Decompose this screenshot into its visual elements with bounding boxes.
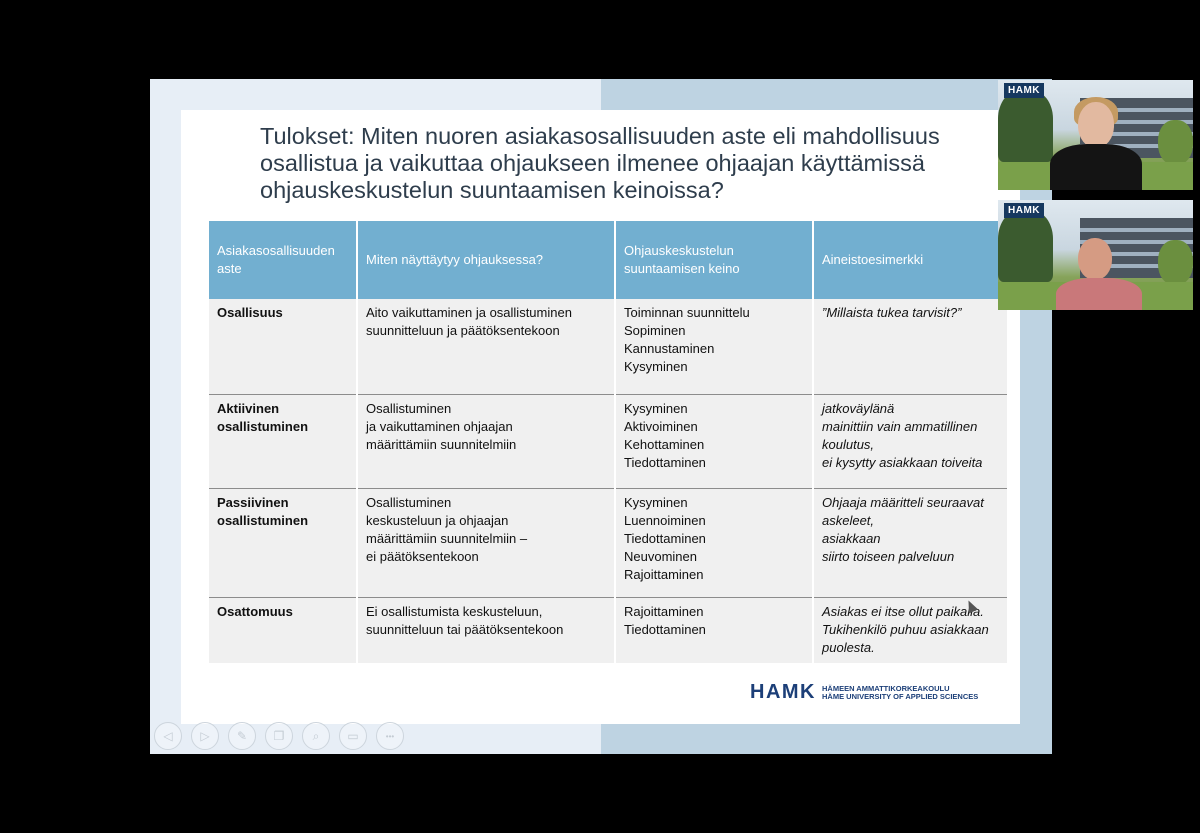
cell-example bbox=[813, 299, 1007, 394]
logo-subtitle bbox=[822, 685, 978, 701]
cell-methods bbox=[615, 394, 813, 488]
text-line: ei kysytty asiakkaan toiveita bbox=[822, 454, 983, 470]
text-line: ”Millaista tukea tarvisit?” bbox=[822, 305, 962, 320]
text-line: Rajoittaminen bbox=[624, 603, 704, 619]
cell-how bbox=[357, 394, 615, 488]
video-tile-presenter-1[interactable] bbox=[998, 80, 1193, 190]
text-line: suunnitteluun ja päätöksentekoon bbox=[366, 323, 560, 338]
text-line: puolesta. bbox=[822, 639, 875, 655]
video-tile-presenter-2[interactable] bbox=[998, 200, 1193, 310]
pen-icon: ✎ bbox=[236, 729, 248, 743]
subtitles-icon: ▭ bbox=[347, 729, 359, 743]
presenter-toolbar bbox=[154, 722, 404, 750]
header-level: Asiakasosallisuuden aste bbox=[209, 221, 357, 299]
text-line: Kysyminen bbox=[624, 400, 688, 416]
text-line: Toiminnan suunnittelu bbox=[624, 305, 750, 320]
table-row bbox=[209, 488, 1007, 597]
table-header-row bbox=[209, 221, 1007, 299]
previous-button[interactable] bbox=[154, 722, 182, 750]
text-line: Osallistuminen bbox=[366, 400, 452, 416]
slides-button[interactable] bbox=[265, 722, 293, 750]
text-line: Kannustaminen bbox=[624, 341, 715, 356]
text-line: Neuvominen bbox=[624, 548, 697, 564]
person-head bbox=[1078, 102, 1114, 148]
hamk-badge: HAMK bbox=[1004, 83, 1044, 98]
text-line: keskusteluun ja ohjaajan bbox=[366, 512, 509, 528]
text-line: Sopiminen bbox=[624, 323, 686, 338]
table-row bbox=[209, 299, 1007, 394]
text-line: Tiedottaminen bbox=[624, 621, 706, 637]
cell-example bbox=[813, 488, 1007, 597]
tree-illustration bbox=[1158, 120, 1193, 165]
text-line: Rajoittaminen bbox=[624, 566, 704, 582]
text-line: Osallistuminen bbox=[366, 494, 452, 510]
table-row bbox=[209, 394, 1007, 488]
tree-illustration bbox=[998, 210, 1053, 282]
text-line: siirto toiseen palveluun bbox=[822, 548, 955, 564]
text-line: askeleet, bbox=[822, 512, 875, 528]
slides-icon: ❐ bbox=[273, 729, 285, 743]
zoom-button[interactable] bbox=[302, 722, 330, 750]
text-line: jatkoväylänä bbox=[822, 400, 895, 416]
text-line: Luennoiminen bbox=[624, 512, 706, 528]
table-row bbox=[209, 597, 1007, 663]
slide-title: Tulokset: Miten nuoren asiakasosallisuuden aste eli mahdollisuus osallistua ja vaikuttaa ohjaukseen ilmenee ohjaajan käyttämissä ohjauskeskustelun suuntaamisen keinoissa? bbox=[260, 123, 940, 203]
cell-methods bbox=[615, 597, 813, 663]
cell-level: Aktiivinen osallistuminen bbox=[209, 394, 357, 488]
cell-how bbox=[357, 597, 615, 663]
text-line: Ohjaaja määritteli seuraavat bbox=[822, 494, 984, 510]
text-line: mainittiin vain ammatillinen bbox=[822, 418, 978, 434]
cell-example bbox=[813, 394, 1007, 488]
text-line: Kehottaminen bbox=[624, 436, 705, 452]
previous-icon: ◁ bbox=[163, 729, 173, 743]
text-line: määrittämiin suunnitelmiin bbox=[366, 436, 517, 452]
cell-level: Osattomuus bbox=[209, 597, 357, 663]
tree-illustration bbox=[1158, 240, 1193, 285]
header-how: Miten näyttäytyy ohjauksessa? bbox=[357, 221, 615, 299]
text-line: koulutus, bbox=[822, 436, 875, 452]
text-line: asiakkaan bbox=[822, 530, 881, 546]
more-options-button[interactable] bbox=[376, 722, 404, 750]
text-line: ja vaikuttaminen ohjaajan bbox=[366, 418, 513, 434]
text-line: Tiedottaminen bbox=[624, 530, 706, 546]
text-line: Aktivoiminen bbox=[624, 418, 698, 434]
tree-illustration bbox=[998, 90, 1053, 162]
text-line: Kysyminen bbox=[624, 494, 688, 510]
subtitles-button[interactable] bbox=[339, 722, 367, 750]
cell-example bbox=[813, 597, 1007, 663]
cell-level: Osallisuus bbox=[209, 299, 357, 394]
logo-mark: HAMK bbox=[750, 681, 816, 703]
text-line: ei päätöksentekoon bbox=[366, 548, 479, 564]
zoom-icon: ⌕ bbox=[312, 728, 320, 743]
text-line: Ei osallistumista keskusteluun, bbox=[366, 603, 543, 619]
next-button[interactable] bbox=[191, 722, 219, 750]
cell-methods bbox=[615, 488, 813, 597]
hamk-logo bbox=[750, 681, 978, 704]
person-head bbox=[1078, 238, 1112, 280]
hamk-badge: HAMK bbox=[1004, 203, 1044, 218]
text-line: Asiakas ei itse ollut paikalla. bbox=[822, 603, 984, 619]
person-body bbox=[1056, 278, 1142, 310]
text-line: Tiedottaminen bbox=[624, 454, 706, 470]
text-line: Kysyminen bbox=[624, 359, 688, 374]
text-line: Aito vaikuttaminen ja osallistuminen bbox=[366, 305, 572, 320]
header-example: Aineistoesimerkki bbox=[813, 221, 1007, 299]
text-line: määrittämiin suunnitelmiin – bbox=[366, 530, 528, 546]
logo-line: HÄMEEN AMMATTIKORKEAKOULU bbox=[822, 683, 950, 693]
text-line: suunnitteluun tai päätöksentekoon bbox=[366, 621, 564, 637]
results-table bbox=[209, 221, 1007, 663]
pen-button[interactable] bbox=[228, 722, 256, 750]
cell-methods bbox=[615, 299, 813, 394]
text-line: Tukihenkilö puhuu asiakkaan bbox=[822, 621, 989, 637]
cell-how bbox=[357, 299, 615, 394]
logo-line: HÄME UNIVERSITY OF APPLIED SCIENCES bbox=[822, 691, 979, 701]
more-icon: ••• bbox=[385, 731, 395, 741]
next-icon: ▷ bbox=[200, 729, 210, 743]
person-body bbox=[1050, 144, 1142, 190]
cell-level: Passiivinen osallistuminen bbox=[209, 488, 357, 597]
header-method: Ohjauskeskustelun suuntaamisen keino bbox=[615, 221, 813, 299]
cell-how bbox=[357, 488, 615, 597]
